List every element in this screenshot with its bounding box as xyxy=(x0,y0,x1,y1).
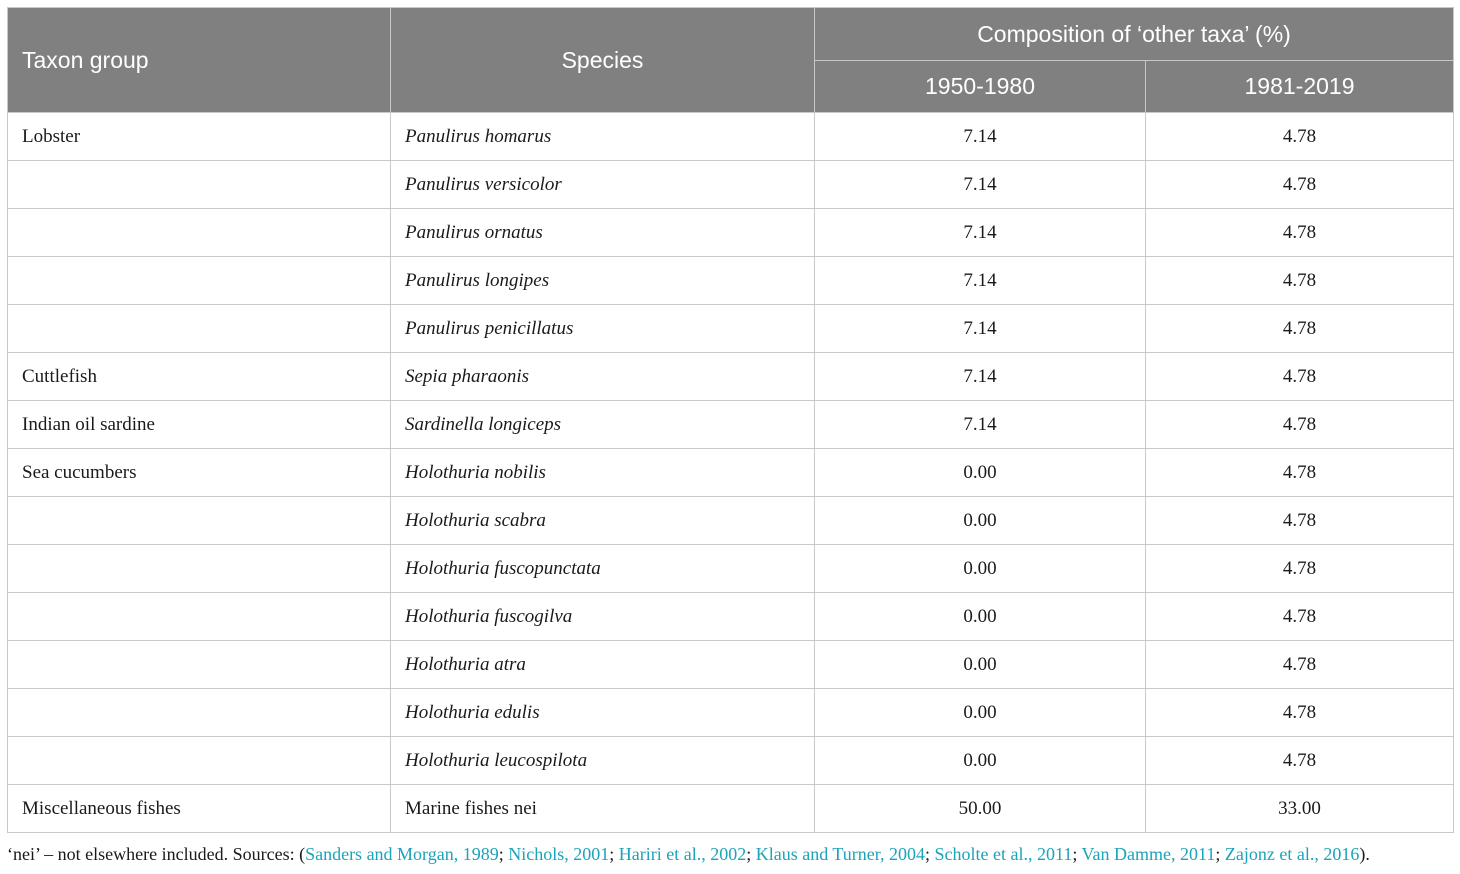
cell-period-1950-1980: 0.00 xyxy=(815,449,1146,497)
cell-period-1981-2019: 4.78 xyxy=(1146,353,1454,401)
cell-period-1981-2019: 4.78 xyxy=(1146,593,1454,641)
footnote-separator: ; xyxy=(1072,844,1082,864)
table-row xyxy=(8,113,1454,161)
cell-species: Holothuria atra xyxy=(391,641,815,689)
cell-period-1950-1980: 7.14 xyxy=(815,305,1146,353)
cell-species: Sardinella longiceps xyxy=(391,401,815,449)
cell-period-1981-2019: 4.78 xyxy=(1146,209,1454,257)
table-header xyxy=(8,8,1454,113)
table-row xyxy=(8,641,1454,689)
cell-taxon-group xyxy=(8,641,391,689)
cell-species: Holothuria scabra xyxy=(391,497,815,545)
table-row xyxy=(8,209,1454,257)
data-table-container xyxy=(7,7,1453,833)
cell-taxon-group xyxy=(8,497,391,545)
cell-period-1981-2019: 4.78 xyxy=(1146,737,1454,785)
cell-period-1950-1980: 0.00 xyxy=(815,737,1146,785)
cell-period-1981-2019: 33.00 xyxy=(1146,785,1454,833)
cell-species: Holothuria nobilis xyxy=(391,449,815,497)
cell-taxon-group xyxy=(8,545,391,593)
cell-taxon-group xyxy=(8,257,391,305)
cell-period-1950-1980: 0.00 xyxy=(815,641,1146,689)
table-row xyxy=(8,449,1454,497)
cell-species: Panulirus ornatus xyxy=(391,209,815,257)
citation-link[interactable]: Zajonz et al., 2016 xyxy=(1224,844,1360,864)
footnote-prefix: ‘nei’ – not elsewhere included. Sources: ( xyxy=(7,844,306,864)
cell-species: Holothuria edulis xyxy=(391,689,815,737)
table-row xyxy=(8,737,1454,785)
cell-period-1950-1980: 7.14 xyxy=(815,401,1146,449)
footnote-sources xyxy=(305,844,1359,864)
composition-table xyxy=(7,7,1454,833)
cell-period-1981-2019: 4.78 xyxy=(1146,449,1454,497)
header-species: Species xyxy=(391,8,815,113)
cell-period-1950-1980: 50.00 xyxy=(815,785,1146,833)
cell-taxon-group: Cuttlefish xyxy=(8,353,391,401)
footnote-separator: ; xyxy=(925,844,935,864)
table-row xyxy=(8,593,1454,641)
cell-period-1981-2019: 4.78 xyxy=(1146,497,1454,545)
footnote-separator: ; xyxy=(498,844,509,864)
cell-period-1981-2019: 4.78 xyxy=(1146,641,1454,689)
citation-link[interactable]: Scholte et al., 2011 xyxy=(934,844,1073,864)
cell-period-1950-1980: 7.14 xyxy=(815,257,1146,305)
cell-species: Holothuria fuscopunctata xyxy=(391,545,815,593)
citation-link[interactable]: Van Damme, 2011 xyxy=(1081,844,1216,864)
cell-taxon-group xyxy=(8,593,391,641)
table-row xyxy=(8,257,1454,305)
cell-species: Sepia pharaonis xyxy=(391,353,815,401)
cell-taxon-group: Lobster xyxy=(8,113,391,161)
cell-period-1981-2019: 4.78 xyxy=(1146,113,1454,161)
cell-species: Holothuria fuscogilva xyxy=(391,593,815,641)
citation-link[interactable]: Sanders and Morgan, 1989 xyxy=(305,844,499,864)
header-composition: Composition of ‘other taxa’ (%) xyxy=(815,8,1454,61)
citation-link[interactable]: Klaus and Turner, 2004 xyxy=(755,844,926,864)
cell-period-1950-1980: 7.14 xyxy=(815,161,1146,209)
header-taxon-group: Taxon group xyxy=(8,8,391,113)
cell-species: Marine fishes nei xyxy=(391,785,815,833)
cell-period-1950-1980: 7.14 xyxy=(815,353,1146,401)
table-row xyxy=(8,401,1454,449)
footnote-suffix: ). xyxy=(1359,844,1370,864)
table-footnote xyxy=(7,844,1453,865)
cell-period-1950-1980: 0.00 xyxy=(815,497,1146,545)
citation-link[interactable]: Hariri et al., 2002 xyxy=(618,844,747,864)
footnote-separator: ; xyxy=(609,844,619,864)
cell-taxon-group xyxy=(8,737,391,785)
table-row xyxy=(8,689,1454,737)
cell-period-1981-2019: 4.78 xyxy=(1146,257,1454,305)
cell-species: Panulirus versicolor xyxy=(391,161,815,209)
footnote-separator: ; xyxy=(746,844,756,864)
cell-period-1981-2019: 4.78 xyxy=(1146,305,1454,353)
cell-period-1950-1980: 0.00 xyxy=(815,593,1146,641)
table-row xyxy=(8,161,1454,209)
footnote-separator: ; xyxy=(1215,844,1225,864)
table-row xyxy=(8,785,1454,833)
cell-period-1981-2019: 4.78 xyxy=(1146,545,1454,593)
cell-taxon-group: Indian oil sardine xyxy=(8,401,391,449)
cell-taxon-group: Sea cucumbers xyxy=(8,449,391,497)
cell-taxon-group xyxy=(8,209,391,257)
cell-period-1950-1980: 0.00 xyxy=(815,689,1146,737)
cell-period-1950-1980: 7.14 xyxy=(815,113,1146,161)
cell-species: Panulirus homarus xyxy=(391,113,815,161)
table-row xyxy=(8,545,1454,593)
cell-taxon-group xyxy=(8,305,391,353)
cell-taxon-group xyxy=(8,689,391,737)
table-row xyxy=(8,305,1454,353)
cell-period-1950-1980: 7.14 xyxy=(815,209,1146,257)
header-period-1950-1980: 1950-1980 xyxy=(815,61,1146,113)
table-row xyxy=(8,353,1454,401)
cell-taxon-group: Miscellaneous fishes xyxy=(8,785,391,833)
header-period-1981-2019: 1981-2019 xyxy=(1146,61,1454,113)
cell-species: Panulirus penicillatus xyxy=(391,305,815,353)
cell-period-1950-1980: 0.00 xyxy=(815,545,1146,593)
cell-taxon-group xyxy=(8,161,391,209)
citation-link[interactable]: Nichols, 2001 xyxy=(508,844,610,864)
cell-species: Panulirus longipes xyxy=(391,257,815,305)
cell-period-1981-2019: 4.78 xyxy=(1146,161,1454,209)
cell-period-1981-2019: 4.78 xyxy=(1146,401,1454,449)
table-row xyxy=(8,497,1454,545)
cell-period-1981-2019: 4.78 xyxy=(1146,689,1454,737)
cell-species: Holothuria leucospilota xyxy=(391,737,815,785)
table-body xyxy=(8,113,1454,833)
